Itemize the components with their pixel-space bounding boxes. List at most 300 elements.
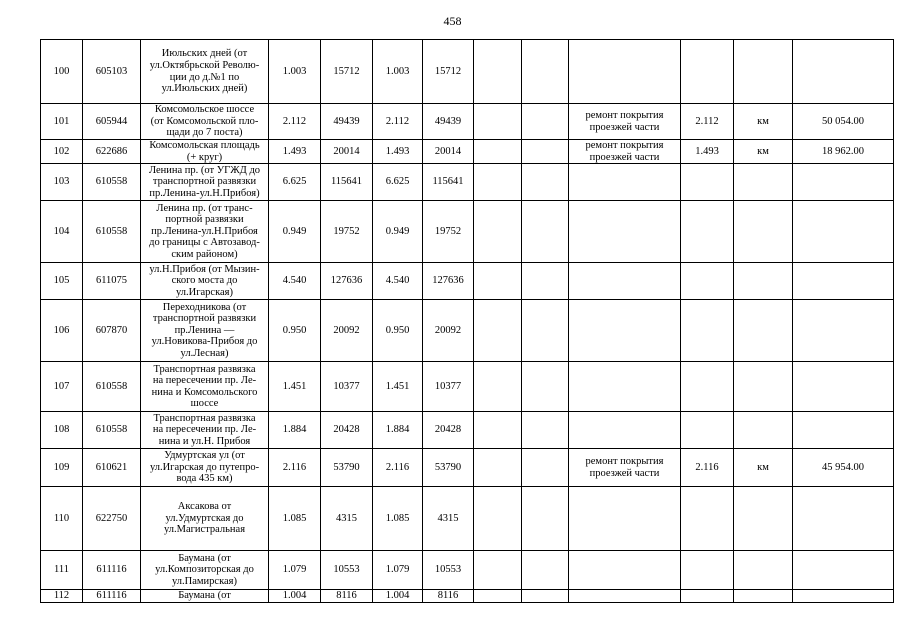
cell-text-line: Ленина пр. (от УГЖД до <box>148 164 261 176</box>
repair-length-cell <box>681 300 734 362</box>
cell-text-line: транспортной развязки <box>152 313 257 325</box>
repair-work-cell <box>569 40 681 104</box>
cell-text: 45 954.00 <box>822 461 864 473</box>
row-number-cell <box>41 412 83 449</box>
length-cell <box>269 140 321 164</box>
cell-text: 109 <box>53 461 70 473</box>
length-cell <box>373 449 423 487</box>
row-number-cell <box>41 590 83 603</box>
cell-text-line: ул.Памирская) <box>172 575 237 587</box>
length-cell <box>373 140 423 164</box>
cost-cell <box>793 164 894 201</box>
cell-text: 6.625 <box>282 176 307 188</box>
repair-length-cell <box>681 449 734 487</box>
cell-text: 53790 <box>434 461 462 473</box>
cell-text: 1.079 <box>385 564 410 576</box>
cost-cell <box>793 263 894 300</box>
cell-text: 1.884 <box>385 424 410 436</box>
cell-text: 18 962.00 <box>822 145 864 157</box>
area-cell <box>423 164 474 201</box>
cell-text: 622686 <box>95 145 128 157</box>
cell-text-line: ул.Новикова-Прибоя до <box>151 336 258 348</box>
repair-length-cell <box>681 362 734 412</box>
repair-work-cell <box>569 263 681 300</box>
cell-text: 19752 <box>333 225 360 237</box>
area-cell <box>321 412 373 449</box>
cell-text: 108 <box>53 424 70 436</box>
length-cell <box>269 449 321 487</box>
cell-text: 610558 <box>95 380 128 392</box>
road-name-cell <box>141 449 269 487</box>
cell-text-line: Удмуртская ул (от <box>164 450 245 462</box>
road-name-cell <box>141 40 269 104</box>
cell-text-line: ул.Н.Прибоя (от Мызин- <box>149 263 260 275</box>
empty-cell <box>474 140 522 164</box>
length-cell <box>269 263 321 300</box>
cost-cell <box>793 140 894 164</box>
cell-text-line: ул.Лесная) <box>180 348 229 360</box>
road-name-cell <box>141 412 269 449</box>
road-name-cell <box>141 140 269 164</box>
row-number-cell <box>41 551 83 590</box>
unit-cell <box>734 412 793 449</box>
cell-text: 605944 <box>95 115 128 127</box>
area-cell <box>423 590 474 603</box>
cell-text: 53790 <box>333 461 360 473</box>
area-cell <box>321 140 373 164</box>
unit-cell <box>734 140 793 164</box>
cell-text: 1.085 <box>385 512 410 524</box>
empty-cell <box>474 300 522 362</box>
cell-text: 610558 <box>95 176 128 188</box>
empty-cell <box>474 263 522 300</box>
empty-cell <box>522 104 569 140</box>
cell-text-line: ремонт покрытия <box>585 456 664 468</box>
road-code-cell <box>83 300 141 362</box>
length-cell <box>269 362 321 412</box>
length-cell <box>373 487 423 551</box>
unit-cell <box>734 300 793 362</box>
row-number-cell <box>41 487 83 551</box>
cell-text-line: на пересечении пр. Ле- <box>152 375 257 387</box>
area-cell <box>321 300 373 362</box>
empty-cell <box>522 164 569 201</box>
empty-cell <box>522 449 569 487</box>
table-row <box>41 551 894 590</box>
cell-text-line: нина и Комсомольского <box>151 386 258 398</box>
area-cell <box>321 263 373 300</box>
unit-cell <box>734 104 793 140</box>
cell-text: 127636 <box>432 275 464 287</box>
repair-length-cell <box>681 487 734 551</box>
cell-text-line: шоссе <box>190 398 219 410</box>
cell-text: 1.451 <box>282 380 307 392</box>
cell-text: 2.116 <box>385 461 410 473</box>
table-row <box>41 487 894 551</box>
cost-cell <box>793 300 894 362</box>
empty-cell <box>522 263 569 300</box>
cell-text: 10553 <box>434 564 462 576</box>
cell-text-line: Аксакова от <box>177 501 232 513</box>
row-number-cell <box>41 263 83 300</box>
cell-text-line: Переходникова (от <box>162 301 247 313</box>
cost-cell <box>793 104 894 140</box>
cell-text: 20014 <box>333 145 360 157</box>
cell-text-line: пр.Ленина-ул.Н.Прибоя <box>151 225 258 237</box>
cell-text: 605103 <box>95 65 128 77</box>
cell-text-line: проезжей части <box>589 121 660 133</box>
length-cell <box>373 300 423 362</box>
cell-text: 1.884 <box>282 424 307 436</box>
repair-length-cell <box>681 104 734 140</box>
cell-text: 4.540 <box>282 275 307 287</box>
unit-cell <box>734 487 793 551</box>
empty-cell <box>474 201 522 263</box>
road-code-cell <box>83 412 141 449</box>
repair-work-cell <box>569 201 681 263</box>
cell-text-line: ул.Композиторская до <box>155 564 254 576</box>
length-cell <box>269 201 321 263</box>
cell-text-line: портной развязки <box>165 214 244 226</box>
cell-text: 104 <box>53 225 70 237</box>
road-code-cell <box>83 487 141 551</box>
cell-text-line: Комсомольская площадь <box>149 140 260 151</box>
cell-text-line: Баумана (от <box>178 552 231 564</box>
cell-text: 4.540 <box>385 275 410 287</box>
unit-cell <box>734 40 793 104</box>
cell-text: 4315 <box>336 512 357 524</box>
repair-work-cell <box>569 164 681 201</box>
empty-cell <box>474 551 522 590</box>
row-number-cell <box>41 40 83 104</box>
unit-cell <box>734 164 793 201</box>
cell-text: 101 <box>53 115 70 127</box>
cell-text: 10553 <box>333 564 360 576</box>
length-cell <box>269 590 321 603</box>
cell-text: 127636 <box>330 275 363 287</box>
cell-text-line: пр.Ленина-ул.Н.Прибоя) <box>149 187 260 199</box>
length-cell <box>269 104 321 140</box>
unit-cell <box>734 590 793 603</box>
road-name-cell <box>141 201 269 263</box>
road-name-cell <box>141 164 269 201</box>
road-name-cell <box>141 362 269 412</box>
length-cell <box>373 412 423 449</box>
row-number-cell <box>41 300 83 362</box>
length-cell <box>269 551 321 590</box>
cell-text-line: Ленина пр. (от транс- <box>156 202 253 214</box>
cell-text: 610621 <box>95 461 128 473</box>
area-cell <box>423 104 474 140</box>
road-code-cell <box>83 590 141 603</box>
repair-work-cell <box>569 487 681 551</box>
cell-text: 10377 <box>333 380 360 392</box>
cell-text: 20428 <box>333 424 360 436</box>
cell-text: 115641 <box>432 176 464 188</box>
empty-cell <box>522 551 569 590</box>
cell-text: 1.085 <box>282 512 307 524</box>
empty-cell <box>522 412 569 449</box>
empty-cell <box>474 104 522 140</box>
road-name-cell <box>141 300 269 362</box>
table-row <box>41 300 894 362</box>
cell-text: 1.004 <box>385 590 410 602</box>
repair-work-cell <box>569 551 681 590</box>
cell-text: 111 <box>54 564 69 576</box>
road-name-cell <box>141 104 269 140</box>
road-code-cell <box>83 104 141 140</box>
length-cell <box>269 300 321 362</box>
cell-text: 1.003 <box>385 65 410 77</box>
cell-text: 103 <box>53 176 70 188</box>
cell-text: 1.493 <box>385 145 410 157</box>
empty-cell <box>474 487 522 551</box>
cell-text-line: ул.Игарская) <box>175 286 234 298</box>
unit-cell <box>734 362 793 412</box>
cell-text: 49439 <box>333 115 360 127</box>
cell-text: 8116 <box>336 590 357 602</box>
cost-cell <box>793 362 894 412</box>
cell-text: 2.112 <box>282 115 307 127</box>
table-row <box>41 104 894 140</box>
cell-text: 1.451 <box>385 380 410 392</box>
repair-length-cell <box>681 140 734 164</box>
cell-text: 6.625 <box>385 176 410 188</box>
cost-cell <box>793 412 894 449</box>
repair-work-cell <box>569 140 681 164</box>
cost-cell <box>793 40 894 104</box>
page-number: 458 <box>443 14 462 28</box>
empty-cell <box>522 362 569 412</box>
cell-text-line: Июльских дней (от <box>161 48 248 60</box>
empty-cell <box>522 201 569 263</box>
repair-length-cell <box>681 164 734 201</box>
cell-text: 0.950 <box>282 324 307 336</box>
row-number-cell <box>41 362 83 412</box>
road-code-cell <box>83 449 141 487</box>
area-cell <box>423 263 474 300</box>
cell-text-line: проезжей части <box>589 151 660 163</box>
cell-text: 100 <box>53 65 70 77</box>
cell-text: 10377 <box>434 380 462 392</box>
table-row <box>41 590 894 603</box>
table-row <box>41 201 894 263</box>
cell-text-line: ул.Удмуртская до <box>165 512 244 524</box>
road-code-cell <box>83 201 141 263</box>
cell-text: 15712 <box>434 65 462 77</box>
area-cell <box>423 140 474 164</box>
cell-text: км <box>757 461 769 473</box>
cell-text-line: пр.Ленина — <box>174 324 235 336</box>
unit-cell <box>734 551 793 590</box>
cell-text: 110 <box>53 512 70 524</box>
cost-cell <box>793 487 894 551</box>
cell-text: 2.112 <box>385 115 410 127</box>
roads-table <box>40 39 894 603</box>
repair-work-cell <box>569 104 681 140</box>
repair-work-cell <box>569 300 681 362</box>
cell-text-line: ул.Октябрьской Револю- <box>149 59 260 71</box>
cell-text: 2.116 <box>695 461 719 473</box>
cell-text: 1.003 <box>282 65 307 77</box>
road-name-cell <box>141 551 269 590</box>
area-cell <box>321 487 373 551</box>
road-code-cell <box>83 263 141 300</box>
cell-text: 106 <box>53 324 70 336</box>
cost-cell <box>793 201 894 263</box>
cell-text-line: ции до д.№1 по <box>169 71 240 83</box>
cell-text: 0.949 <box>385 225 410 237</box>
empty-cell <box>474 164 522 201</box>
cell-text-line: на пересечении пр. Ле- <box>152 424 257 436</box>
unit-cell <box>734 263 793 300</box>
length-cell <box>373 40 423 104</box>
cell-text: 2.112 <box>695 115 719 127</box>
cell-text-line: проезжей части <box>589 467 660 479</box>
empty-cell <box>474 362 522 412</box>
empty-cell <box>474 449 522 487</box>
cell-text: 0.949 <box>282 225 307 237</box>
cell-text-line: нина и ул.Н. Прибоя <box>158 435 251 447</box>
cell-text: 20092 <box>333 324 360 336</box>
row-number-cell <box>41 201 83 263</box>
area-cell <box>423 487 474 551</box>
repair-work-cell <box>569 449 681 487</box>
empty-cell <box>522 140 569 164</box>
table-row <box>41 40 894 104</box>
area-cell <box>321 104 373 140</box>
area-cell <box>423 300 474 362</box>
empty-cell <box>474 412 522 449</box>
cell-text: 1.079 <box>282 564 307 576</box>
cell-text: 622750 <box>95 512 128 524</box>
cell-text: 8116 <box>437 590 459 602</box>
cell-text: 1.004 <box>282 590 307 602</box>
area-cell <box>321 164 373 201</box>
cell-text: 112 <box>53 590 70 602</box>
cell-text: 611116 <box>96 564 127 576</box>
length-cell <box>269 164 321 201</box>
cell-text: 2.116 <box>282 461 307 473</box>
cell-text-line: Транспортная развязка <box>153 363 256 375</box>
row-number-cell <box>41 449 83 487</box>
road-name-cell <box>141 590 269 603</box>
cell-text-line: Баумана (от <box>178 590 231 602</box>
cost-cell <box>793 551 894 590</box>
cell-text: 15712 <box>333 65 360 77</box>
cost-cell <box>793 590 894 603</box>
unit-cell <box>734 201 793 263</box>
repair-length-cell <box>681 201 734 263</box>
cell-text: 50 054.00 <box>822 115 864 127</box>
length-cell <box>269 412 321 449</box>
cell-text: 610558 <box>95 424 128 436</box>
row-number-cell <box>41 140 83 164</box>
row-number-cell <box>41 164 83 201</box>
row-number-cell <box>41 104 83 140</box>
cell-text: 607870 <box>95 324 128 336</box>
cell-text: км <box>757 145 769 157</box>
cell-text: 610558 <box>95 225 128 237</box>
cell-text: 19752 <box>434 225 462 237</box>
cell-text: 611116 <box>96 590 127 602</box>
cell-text: 1.493 <box>695 145 719 157</box>
road-name-cell <box>141 263 269 300</box>
road-code-cell <box>83 164 141 201</box>
repair-length-cell <box>681 263 734 300</box>
cell-text: 49439 <box>434 115 462 127</box>
cell-text-line: щади до 7 поста) <box>166 127 243 139</box>
area-cell <box>423 551 474 590</box>
cell-text-line: Транспортная развязка <box>153 412 256 424</box>
table-row <box>41 140 894 164</box>
cost-cell <box>793 449 894 487</box>
repair-work-cell <box>569 590 681 603</box>
cell-text: 20428 <box>434 424 462 436</box>
area-cell <box>423 362 474 412</box>
cell-text-line: ского моста до <box>171 275 238 287</box>
length-cell <box>373 104 423 140</box>
area-cell <box>423 412 474 449</box>
length-cell <box>373 362 423 412</box>
cell-text-line: Комсомольское шоссе <box>154 104 255 116</box>
cell-text: 102 <box>53 145 70 157</box>
table-body <box>41 40 894 603</box>
cell-text-line: до границы с Автозавод- <box>149 237 260 249</box>
empty-cell <box>474 40 522 104</box>
cell-text-line: (от Комсомольской пло- <box>150 115 259 127</box>
empty-cell <box>522 590 569 603</box>
cell-text-line: (+ круг) <box>186 151 223 163</box>
unit-cell <box>734 449 793 487</box>
cell-text: 20092 <box>434 324 462 336</box>
empty-cell <box>522 300 569 362</box>
cell-text: 1.493 <box>282 145 307 157</box>
area-cell <box>321 201 373 263</box>
road-code-cell <box>83 140 141 164</box>
cell-text: 611075 <box>95 275 128 287</box>
table-row <box>41 164 894 201</box>
cell-text-line: вода 435 км) <box>176 473 233 485</box>
cell-text: 115641 <box>330 176 363 188</box>
road-name-cell <box>141 487 269 551</box>
cell-text: 0.950 <box>385 324 410 336</box>
repair-length-cell <box>681 551 734 590</box>
road-code-cell <box>83 362 141 412</box>
cell-text: 20014 <box>434 145 462 157</box>
table-row <box>41 263 894 300</box>
cell-text-line: ул.Игарская до путепро- <box>149 461 260 473</box>
cell-text-line: ул.Июльских дней) <box>161 83 248 95</box>
area-cell <box>423 201 474 263</box>
area-cell <box>321 590 373 603</box>
length-cell <box>373 164 423 201</box>
cell-text-line: ремонт покрытия <box>585 109 664 121</box>
empty-cell <box>474 590 522 603</box>
table-row <box>41 412 894 449</box>
length-cell <box>269 40 321 104</box>
cell-text-line: ул.Магистральная <box>163 524 246 536</box>
area-cell <box>321 362 373 412</box>
road-code-cell <box>83 40 141 104</box>
cell-text-line: ремонт покрытия <box>585 140 664 151</box>
empty-cell <box>522 487 569 551</box>
length-cell <box>373 201 423 263</box>
length-cell <box>373 590 423 603</box>
road-code-cell <box>83 551 141 590</box>
repair-length-cell <box>681 412 734 449</box>
area-cell <box>321 449 373 487</box>
